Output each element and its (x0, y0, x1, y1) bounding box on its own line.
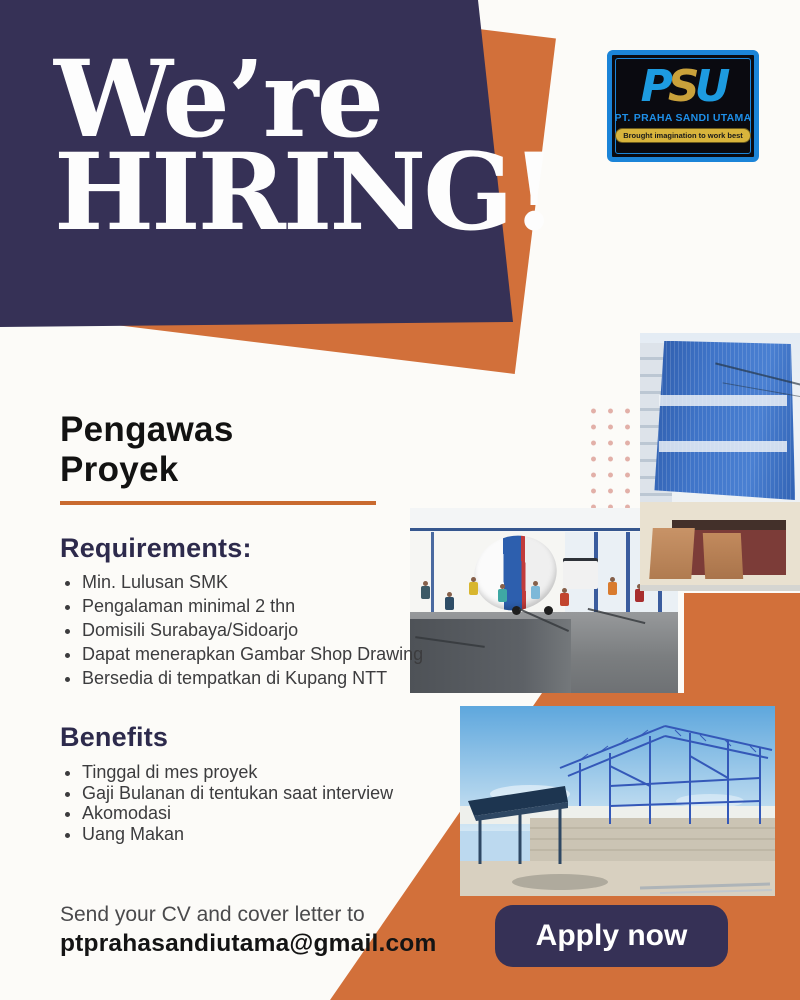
mixer-truck-cab (563, 558, 598, 589)
hero-headline (54, 36, 555, 254)
steel-column (626, 532, 630, 613)
benefits-list (62, 762, 452, 844)
building-scaffolding-photo (640, 333, 800, 591)
company-logo (607, 50, 759, 162)
dot-grid-decoration (582, 401, 644, 509)
truck-wheel (544, 606, 553, 615)
plywood-panel (649, 528, 694, 579)
orange-divider-line (60, 501, 376, 505)
logo-tagline: Brought imagination to work best (615, 128, 751, 143)
logo-letter-s: S (667, 61, 695, 112)
job-title (60, 410, 234, 490)
requirements-heading: Requirements: (60, 533, 252, 563)
requirements-list (62, 570, 452, 690)
plywood-panel (703, 533, 744, 579)
steel-frame-illustration (460, 706, 775, 896)
job-title-line-1: Pengawas (60, 410, 234, 449)
benefit-item: • Gaji Bulanan di tentukan saat interview (82, 783, 452, 804)
requirement-item: • Dapat menerapkan Gambar Shop Drawing (82, 642, 452, 666)
requirement-item: • Pengalaman minimal 2 thn (82, 594, 452, 618)
requirement-item: • Min. Lulusan SMK (82, 570, 452, 594)
job-title-line-2: Proyek (60, 450, 179, 489)
benefits-heading: Benefits (60, 722, 169, 752)
logo-letter-u: U (694, 61, 726, 112)
worker-figure (531, 586, 540, 599)
scaffold-walkway (659, 441, 787, 452)
scaffold-walkway (659, 395, 787, 406)
logo-company-name: PT. PRAHA SANDI UTAMA (614, 112, 752, 124)
contact-lead-text: Send your CV and cover letter to (60, 903, 365, 926)
logo-letter-p: P (640, 61, 668, 112)
worker-figure (498, 589, 507, 602)
requirement-item: • Bersedia di tempatkan di Kupang NTT (82, 666, 452, 690)
hero-line-2: HIRING! (54, 129, 555, 254)
benefit-item: • Uang Makan (82, 824, 452, 845)
contact-email[interactable]: ptprahasandiutama@gmail.com (60, 930, 437, 957)
worker-figure (608, 582, 617, 595)
worker-figure (635, 589, 644, 602)
pavement-strip (640, 585, 800, 591)
worker-figure (560, 593, 569, 606)
roof-steel-beam (410, 528, 678, 531)
steel-frame-photo (460, 706, 775, 896)
worker-figure (469, 582, 478, 595)
apply-now-button[interactable]: Apply now (495, 905, 728, 967)
logo-acronym (640, 61, 726, 112)
benefit-item: • Tinggal di mes proyek (82, 762, 452, 783)
ground-floor-facade (640, 502, 800, 585)
benefit-item: • Akomodasi (82, 803, 452, 824)
requirement-item: • Domisili Surabaya/Sidoarjo (82, 618, 452, 642)
hero-line-1: We’re (54, 36, 383, 161)
